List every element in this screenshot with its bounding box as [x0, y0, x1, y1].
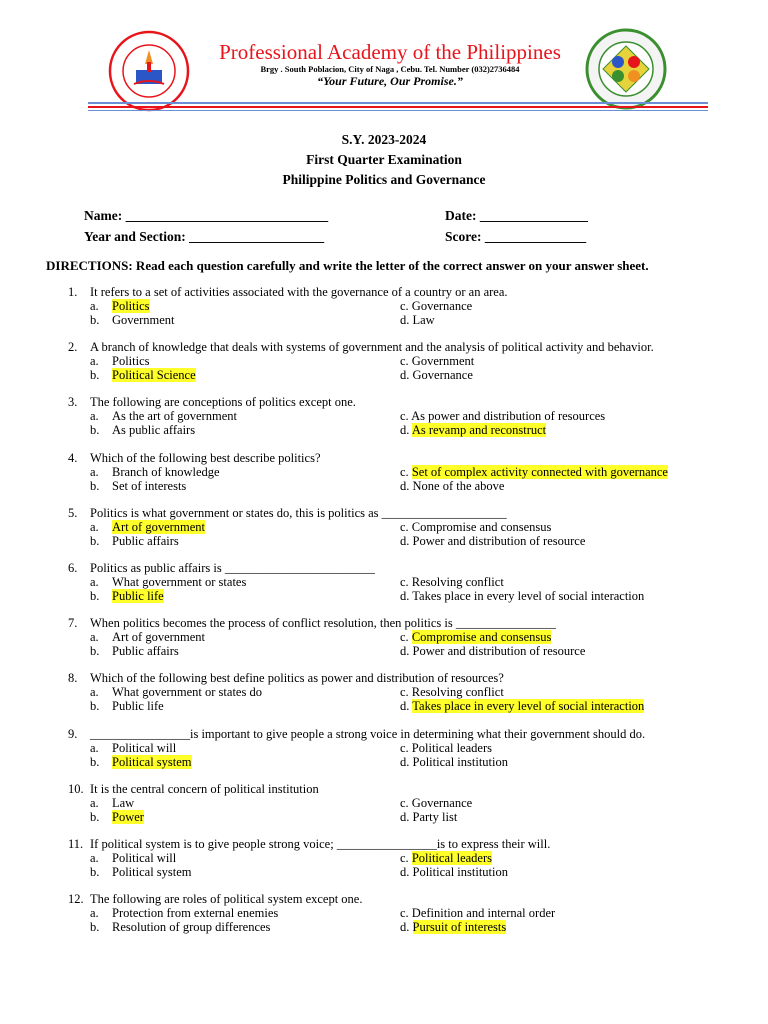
question-stem: When politics becomes the process of conflict resolution, then politics is ________________ — [90, 616, 556, 630]
question-text — [68, 506, 507, 520]
question-number: 3. — [68, 395, 78, 409]
option-letter: b. — [90, 589, 100, 603]
option-d — [400, 810, 457, 824]
option-letter: c. — [400, 465, 412, 479]
question-stem: A branch of knowledge that deals with systems of government and the analysis of political activity and behavior. — [90, 340, 654, 354]
option-b — [90, 589, 164, 603]
option-text: d. Political institution — [400, 755, 508, 769]
option-c — [400, 354, 474, 368]
question-text — [68, 340, 654, 354]
option-d — [400, 423, 546, 437]
option-b — [90, 810, 144, 824]
option-letter: b. — [90, 368, 100, 382]
question-text — [68, 616, 556, 630]
option-text: c. Government — [400, 354, 475, 368]
option-letter: b. — [90, 423, 100, 437]
school-name: Professional Academy of the Philippines — [219, 40, 561, 64]
question-number: 2. — [68, 340, 78, 354]
option-letter: d. — [400, 920, 413, 934]
option-d — [400, 368, 473, 382]
option-c — [400, 851, 492, 865]
option-text: c. Political leaders — [400, 741, 492, 755]
option-letter: a. — [90, 741, 99, 755]
option-letter: b. — [90, 755, 100, 769]
option-text: Public affairs — [112, 644, 179, 658]
question-number: 8. — [68, 671, 78, 685]
option-letter: c. — [400, 630, 412, 644]
option-a — [90, 630, 205, 644]
question-text — [68, 782, 319, 796]
option-b — [90, 534, 179, 548]
question-stem: The following are conceptions of politics except one. — [90, 395, 356, 409]
question-number: 9. — [68, 727, 78, 741]
option-d — [400, 534, 585, 548]
question-text — [68, 285, 508, 299]
correct-answer-highlight: Politics — [112, 299, 150, 313]
option-d — [400, 920, 506, 934]
option-d — [400, 313, 435, 327]
directions: DIRECTIONS: Read each question carefully and write the letter of the correct answer on your answer sheet. — [46, 258, 649, 273]
option-c — [400, 741, 492, 755]
option-c — [400, 465, 668, 479]
question-stem: It refers to a set of activities associated with the governance of a country or an area. — [90, 285, 508, 299]
option-letter: a. — [90, 520, 99, 534]
option-letter: b. — [90, 810, 100, 824]
question-stem: Politics as public affairs is ________________________ — [90, 561, 375, 575]
option-c — [400, 906, 555, 920]
option-b — [90, 920, 270, 934]
option-letter: a. — [90, 409, 99, 423]
question-number: 4. — [68, 451, 78, 465]
option-text: Political will — [112, 741, 177, 755]
school-motto: “Your Future, Our Promise.” — [317, 74, 463, 88]
option-b — [90, 865, 192, 879]
question-text — [68, 892, 363, 906]
option-letter: c. — [400, 851, 412, 865]
option-text: d. Power and distribution of resource — [400, 534, 586, 548]
option-text: Resolution of group differences — [112, 920, 271, 934]
option-letter: a. — [90, 851, 99, 865]
option-text: d. Party list — [400, 810, 458, 824]
question-number: 7. — [68, 616, 78, 630]
option-c — [400, 520, 551, 534]
option-letter: b. — [90, 920, 100, 934]
exam-titles — [0, 130, 768, 190]
option-text: c. Compromise and consensus — [400, 520, 552, 534]
option-text: d. Takes place in every level of social interaction — [400, 589, 645, 603]
question-stem: If political system is to give people strong voice; ________________is to express their will. — [90, 837, 551, 851]
option-text: Art of government — [112, 630, 206, 644]
option-a — [90, 409, 237, 423]
exam-name: First Quarter Examination — [306, 152, 462, 167]
option-letter: d. — [400, 423, 412, 437]
option-text: What government or states do — [112, 685, 262, 699]
subject-name: Philippine Politics and Governance — [282, 172, 486, 187]
option-d — [400, 479, 504, 493]
question-number: 1. — [68, 285, 78, 299]
option-text: Protection from external enemies — [112, 906, 279, 920]
option-letter: b. — [90, 865, 100, 879]
correct-answer-highlight: Pursuit of interests — [412, 920, 507, 934]
option-letter: a. — [90, 906, 99, 920]
option-letter: b. — [90, 699, 100, 713]
correct-answer-highlight: Set of complex activity connected with governance — [411, 465, 668, 479]
option-text: d. Political institution — [400, 865, 508, 879]
option-b — [90, 644, 179, 658]
date-field: Date: ________________ — [445, 208, 588, 223]
option-text: c. Resolving conflict — [400, 685, 504, 699]
department-seal-icon — [585, 28, 667, 110]
question-text — [68, 727, 645, 741]
correct-answer-highlight: Public life — [112, 589, 164, 603]
option-c — [400, 299, 472, 313]
option-letter: b. — [90, 313, 100, 327]
option-letter: a. — [90, 630, 99, 644]
correct-answer-highlight: Political system — [112, 755, 192, 769]
option-text: As the art of government — [112, 409, 237, 423]
question-text — [68, 451, 321, 465]
option-text: Public life — [112, 699, 164, 713]
letterhead — [0, 0, 768, 110]
option-text: Public affairs — [112, 534, 179, 548]
option-d — [400, 755, 508, 769]
option-text: Politics — [112, 354, 150, 368]
option-c — [400, 630, 551, 644]
option-b — [90, 755, 192, 769]
option-text: d. Power and distribution of resource — [400, 644, 586, 658]
question-text — [68, 561, 375, 575]
option-text: Branch of knowledge — [112, 465, 220, 479]
option-a — [90, 851, 176, 865]
question-text — [68, 837, 550, 851]
option-text: c. Resolving conflict — [400, 575, 504, 589]
option-letter: a. — [90, 354, 99, 368]
option-c — [400, 685, 504, 699]
correct-answer-highlight: Political leaders — [411, 851, 492, 865]
question-stem: The following are roles of political system except one. — [90, 892, 363, 906]
option-b — [90, 313, 174, 327]
option-a — [90, 906, 278, 920]
option-b — [90, 699, 164, 713]
option-text: d. None of the above — [400, 479, 505, 493]
school-address: Brgy . South Poblacion, City of Naga , Cebu. Tel. Number (032)2736484 — [260, 64, 520, 74]
option-text: Law — [112, 796, 135, 810]
option-a — [90, 520, 205, 534]
option-a — [90, 685, 262, 699]
option-a — [90, 741, 176, 755]
header-rule-red — [88, 106, 708, 108]
question-stem: Which of the following best define politics as power and distribution of resources? — [90, 671, 504, 685]
school-seal-icon — [108, 30, 190, 112]
option-a — [90, 299, 150, 313]
option-text: What government or states — [112, 575, 247, 589]
correct-answer-highlight: As revamp and reconstruct — [411, 423, 547, 437]
option-letter: b. — [90, 534, 100, 548]
option-letter: a. — [90, 299, 99, 313]
school-year: S.Y. 2023-2024 — [341, 132, 427, 147]
option-letter: d. — [400, 699, 413, 713]
option-text: d. Law — [400, 313, 435, 327]
option-text: Set of interests — [112, 479, 187, 493]
name-field: Name: ______________________________ — [84, 208, 329, 223]
option-text: c. Governance — [400, 299, 473, 313]
option-text: Political will — [112, 851, 177, 865]
question-stem: ________________is important to give people a strong voice in determining what their government should do. — [90, 727, 646, 741]
option-a — [90, 465, 220, 479]
question-number: 10. — [68, 782, 84, 796]
option-d — [400, 699, 644, 713]
year-section-field: Year and Section: ____________________ — [84, 229, 325, 244]
option-a — [90, 354, 150, 368]
question-stem: It is the central concern of political institution — [90, 782, 319, 796]
question-text — [68, 395, 356, 409]
score-field: Score: _______________ — [445, 229, 587, 244]
question-text — [68, 671, 504, 685]
option-c — [400, 575, 504, 589]
option-text: c. As power and distribution of resources — [400, 409, 606, 423]
option-a — [90, 575, 246, 589]
question-stem: Politics is what government or states do, this is politics as ____________________ — [90, 506, 507, 520]
option-text: As public affairs — [112, 423, 196, 437]
option-b — [90, 479, 186, 493]
option-letter: a. — [90, 685, 99, 699]
correct-answer-highlight: Political Science — [112, 368, 196, 382]
header-rule-blue — [88, 102, 708, 104]
correct-answer-highlight: Compromise and consensus — [411, 630, 552, 644]
option-text: d. Governance — [400, 368, 473, 382]
option-text: c. Definition and internal order — [400, 906, 556, 920]
option-letter: a. — [90, 465, 99, 479]
question-number: 5. — [68, 506, 78, 520]
correct-answer-highlight: Art of government — [112, 520, 206, 534]
option-c — [400, 796, 472, 810]
question-number: 11. — [68, 837, 84, 851]
option-a — [90, 796, 134, 810]
question-number: 12. — [68, 892, 84, 906]
option-letter: a. — [90, 575, 99, 589]
question-number: 6. — [68, 561, 78, 575]
option-letter: a. — [90, 796, 99, 810]
option-d — [400, 644, 585, 658]
question-stem: Which of the following best describe politics? — [90, 451, 321, 465]
option-text: c. Governance — [400, 796, 473, 810]
option-text: Political system — [112, 865, 192, 879]
header-rule-blue-thin — [88, 110, 708, 111]
option-b — [90, 423, 195, 437]
correct-answer-highlight: Power — [112, 810, 144, 824]
option-c — [400, 409, 605, 423]
option-letter: b. — [90, 479, 100, 493]
correct-answer-highlight: Takes place in every level of social interaction — [412, 699, 645, 713]
option-letter: b. — [90, 644, 100, 658]
option-b — [90, 368, 196, 382]
option-text: Government — [112, 313, 175, 327]
option-d — [400, 589, 644, 603]
option-d — [400, 865, 508, 879]
